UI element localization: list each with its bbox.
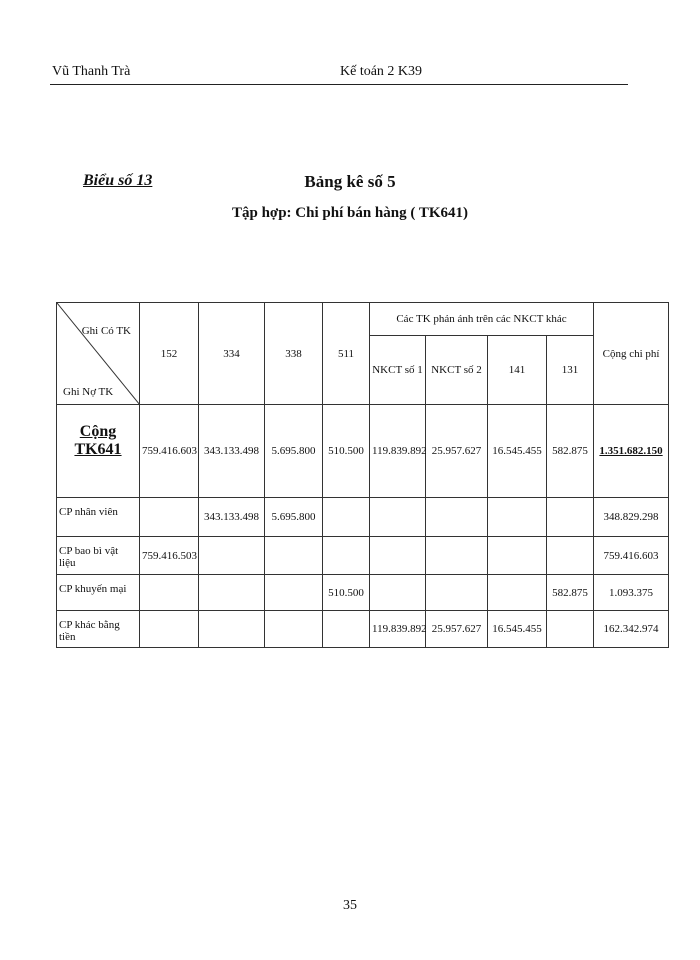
row-total-cell: 162.342.974 <box>594 611 669 648</box>
table-cell: 510.500 <box>323 405 370 498</box>
debit-account-label: Ghi Nợ TK <box>63 386 114 398</box>
form-number: Biểu số 13 <box>83 172 153 189</box>
total-row <box>57 405 669 498</box>
table-cell: 582.875 <box>547 405 594 498</box>
table-row <box>57 575 669 611</box>
table-cell <box>488 498 547 537</box>
table-cell <box>265 611 323 648</box>
table-cell: 759.416.503 <box>140 537 199 575</box>
table-cell <box>140 611 199 648</box>
total-row-label: Cộng TK641 <box>57 405 140 498</box>
table-row <box>57 537 669 575</box>
table-cell: 343.133.498 <box>199 405 265 498</box>
document-title: Bảng kê số 5 <box>304 172 396 191</box>
diagonal-header-cell <box>57 303 140 405</box>
group-column-header: 141 <box>488 336 547 405</box>
row-total-cell: 1.093.375 <box>594 575 669 611</box>
column-header: 152 <box>140 303 199 405</box>
table-cell: 582.875 <box>547 575 594 611</box>
row-label: CP bao bì vật liệu <box>57 537 140 575</box>
table-row <box>57 498 669 537</box>
group-header: Các TK phản ánh trên các NKCT khác <box>370 303 594 336</box>
table-cell <box>547 537 594 575</box>
table-cell: 5.695.800 <box>265 498 323 537</box>
table-cell <box>426 498 488 537</box>
column-header: 334 <box>199 303 265 405</box>
table-cell: 16.545.455 <box>488 611 547 648</box>
row-total-cell: 348.829.298 <box>594 498 669 537</box>
table-cell <box>370 537 426 575</box>
page-header <box>50 62 628 85</box>
header-author: Vũ Thanh Trà <box>52 64 131 79</box>
header-class: Kế toán 2 K39 <box>340 64 423 79</box>
table-cell <box>370 498 426 537</box>
table-cell <box>488 537 547 575</box>
table-cell <box>488 575 547 611</box>
table-cell <box>265 537 323 575</box>
group-column-header: NKCT số 1 <box>370 336 426 405</box>
table-cell: 119.839.892 <box>370 611 426 648</box>
table-cell: 25.957.627 <box>426 405 488 498</box>
table-cell <box>265 575 323 611</box>
table-cell <box>199 537 265 575</box>
table-cell <box>426 537 488 575</box>
summary-table <box>56 302 669 648</box>
table-cell <box>547 498 594 537</box>
page-number: 35 <box>343 898 357 913</box>
group-column-header: NKCT số 2 <box>426 336 488 405</box>
grand-total-cell: 1.351.682.150 <box>594 405 669 498</box>
table-cell: 5.695.800 <box>265 405 323 498</box>
column-header: 511 <box>323 303 370 405</box>
table-cell <box>323 611 370 648</box>
credit-account-label: Ghi Có TK <box>81 325 131 337</box>
table-cell: 759.416.603 <box>140 405 199 498</box>
table-cell: 510.500 <box>323 575 370 611</box>
row-total-cell: 759.416.603 <box>594 537 669 575</box>
table-cell: 16.545.455 <box>488 405 547 498</box>
total-column-header: Cộng chi phí <box>594 303 669 405</box>
table-cell <box>323 498 370 537</box>
table-cell <box>199 611 265 648</box>
table-cell <box>547 611 594 648</box>
table-cell: 343.133.498 <box>199 498 265 537</box>
column-header: 338 <box>265 303 323 405</box>
group-column-header: 131 <box>547 336 594 405</box>
table-cell <box>370 575 426 611</box>
table-cell <box>199 575 265 611</box>
row-label: CP khác bằng tiền <box>57 611 140 648</box>
table-cell <box>426 575 488 611</box>
row-label: CP nhân viên <box>57 498 140 537</box>
table-cell: 119.839.892 <box>370 405 426 498</box>
row-label: CP khuyến mại <box>57 575 140 611</box>
table-cell <box>323 537 370 575</box>
table-cell: 25.957.627 <box>426 611 488 648</box>
table-cell <box>140 498 199 537</box>
document-subtitle: Tập hợp: Chi phí bán hàng ( TK641) <box>231 205 469 221</box>
table-row <box>57 611 669 648</box>
table-cell <box>140 575 199 611</box>
